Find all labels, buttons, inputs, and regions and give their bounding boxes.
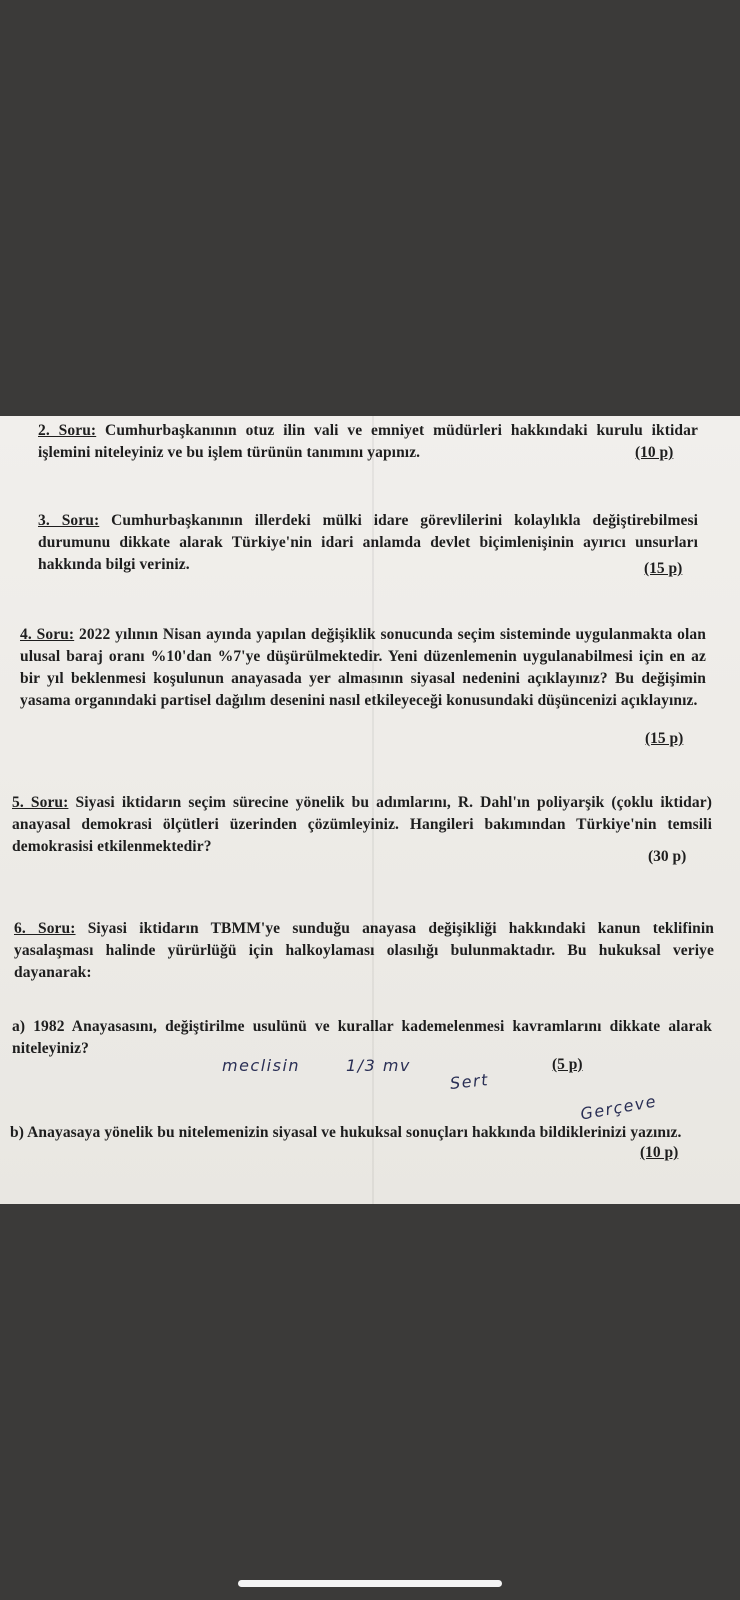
subquestion-a <box>12 1016 712 1060</box>
handwritten-note-cerceve: Gerçeve <box>578 1091 659 1124</box>
question-4-text: 2022 yılının Nisan ayında yapılan değişiklik sonucunda seçim sisteminde uygulanmakta olan ulusal baraj oranı %10'dan %7'ye düşürülmektedir. Yeni düzenlemenin uygulanabilmesi için en az bir yıl beklenmesi koşulunun anayasada yer almasının siyasal nedenini açıklayınız? Bu değişimin yasama organındaki partisel dağılım desenini nasıl etkileyeceği konusundaki düşüncenizi açıklayınız. <box>20 626 706 709</box>
subquestion-a-points: (5 p) <box>552 1056 583 1073</box>
question-5 <box>12 792 712 858</box>
question-6-number: 6. Soru: <box>14 920 76 937</box>
question-4-points: (15 p) <box>645 730 684 747</box>
question-3-points: (15 p) <box>644 560 683 577</box>
question-2-text: Cumhurbaşkanının otuz ilin vali ve emniyet müdürleri hakkındaki kurulu iktidar işlemini niteleyiniz ve bu işlem türünün tanımını yapınız. <box>38 422 698 461</box>
question-5-number: 5. Soru: <box>12 794 69 811</box>
question-3 <box>38 510 698 576</box>
handwritten-note-sert: Sert <box>449 1070 490 1093</box>
subquestion-b <box>10 1122 710 1144</box>
question-4-number: 4. Soru: <box>20 626 75 643</box>
question-3-number: 3. Soru: <box>38 512 100 529</box>
question-3-text: Cumhurbaşkanının illerdeki mülki idare görevlilerini kolaylıkla değiştirebilmesi durumunu dikkate alarak Türkiye'nin idari anlamda devlet biçimlenişinin ayırıcı unsurları hakkında bilgi veriniz. <box>38 512 698 573</box>
question-2 <box>38 420 698 464</box>
question-4 <box>20 624 706 712</box>
question-6-text: Siyasi iktidarın TBMM'ye sunduğu anayasa değişikliği hakkındaki kanun teklifinin yasalaşması halinde yürürlüğü için halkoylaması olasılığı bulunmaktadır. Bu hukuksal veriye dayanarak: <box>14 920 714 981</box>
handwritten-note-meclisin: meclisin <box>222 1056 301 1075</box>
subquestion-a-text: a) 1982 Anayasasını, değiştirilme usulünü ve kurallar kademelenmesi kavramlarını dikkate alarak niteleyiniz? <box>12 1018 712 1057</box>
subquestion-b-text: b) Anayasaya yönelik bu nitelemenizin siyasal ve hukuksal sonuçları hakkında bildiklerinizi yazınız. <box>10 1124 682 1141</box>
subquestion-b-points: (10 p) <box>640 1144 679 1161</box>
question-6 <box>14 918 714 984</box>
question-5-points: (30 p) <box>648 848 687 865</box>
question-2-points: (10 p) <box>635 444 674 461</box>
handwritten-note-mv: 1/3 mv <box>346 1056 411 1075</box>
question-5-text: Siyasi iktidarın seçim sürecine yönelik bu adımlarını, R. Dahl'ın poliyarşik (çoklu iktidar) anayasal demokrasi ölçütleri üzerinden çözümleyiniz. Hangileri bakımından Türkiye'nin temsili demokrasisi etkilenmektedir? <box>12 794 712 855</box>
exam-paper <box>0 416 740 1204</box>
home-indicator[interactable] <box>238 1580 502 1587</box>
question-2-number: 2. Soru: <box>38 422 97 439</box>
